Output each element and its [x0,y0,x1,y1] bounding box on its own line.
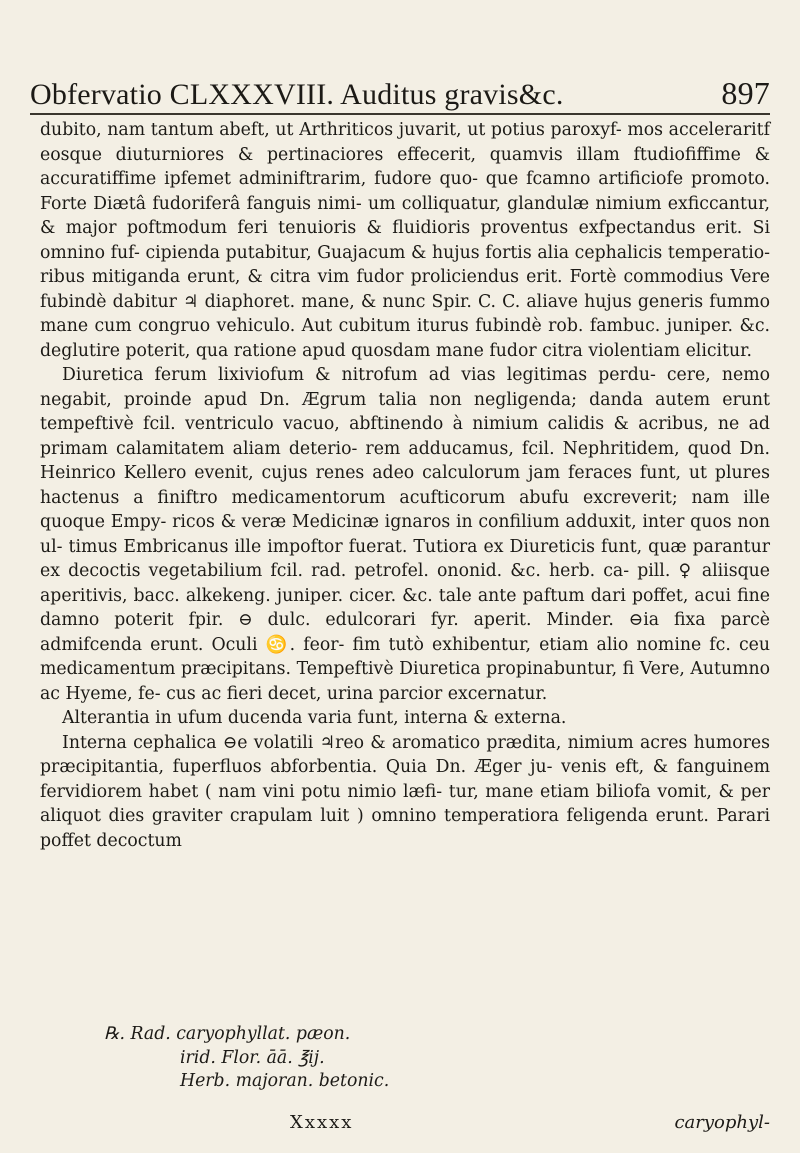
paragraph-2: Diuretica ferum lixiviofum & nitrofum ad vias legitimas perdu- cere, nemo negabit, proinde apud Dn. Ægrum talia non negligenda; danda autem erunt tempeftivè fcil. ventriculo vacuo, abftinendo à nimium calidis & acribus, ne ad primam calamitatem aliam deterio- rem adducamus, fcil. Nephritidem, quod Dn. Heinrico Kellero evenit, cujus renes adeo calculorum jam feraces funt, ut plures hactenus a finiftro medicamentorum acufticorum abufu excreverit; nam ille quoque Empy- ricos & veræ Medicinæ ignaros in confilium adduxit, inter quos non ul- timus Embricanus ille impoftor fuerat. Tutiora ex Diureticis funt, quæ parantur ex decoctis vegetabilium fcil. rad. petrofel. ononid. &c. herb. ca- pill. ♀ aliisque aperitivis, bacc. alkekeng. juniper. cicer. &c. tale ante paftum dari poffet, acui fine damno poterit fpir. ⊖ dulc. edulcorari fyr. aperit. Minder. ⊖ia fixa parcè admifcenda erunt. Oculi ♋. feor- fim tutò exhibentur, etiam alio nomine fc. ceu medicamentum præcipitans. Tempeftivè Diuretica propinabuntur, fi Vere, Autumno ac Hyeme, fe- cus ac fieri decet, urina parcior excernatur. [40,365,770,704]
header-title: Obfervatio CLXXXVIII. Auditus gravis&c. [30,78,564,111]
page-footer [40,1112,770,1140]
page-number: 897 [721,75,770,111]
recipe-line-1: ℞. Rad. caryophyllat. pæon. [104,1024,351,1044]
paragraph-3: Alterantia in ufum ducenda varia funt, interna & externa. [62,708,567,728]
recipe-line-2: irid. Flor. āā. ℥ij. [180,1047,325,1068]
body-text [40,118,770,853]
recipe-block [40,1023,770,1094]
header-rule [30,113,770,115]
recipe-line-3: Herb. majoran. betonic. [180,1071,390,1091]
signature-mark: Xxxxx [290,1112,354,1133]
running-header [30,66,770,112]
paragraph-1: dubito, nam tantum abeft, ut Arthriticos juvarit, ut potius paroxyf- mos acceleraritf eosque diuturniores & pertinaciores effecerit, quamvis illam ftudiofiffime & accuratiffime ipfemet adminiftrarim, fudore quo- que fcamno artificiofe promoto. Forte Diætâ fudoriferâ fanguis nimi- um colliquatur, glandulæ nimium exficcantur, & major poftmodum feri tenuioris & fluidioris proventus exfpectandus erit. Si omnino fuf- cipienda putabitur, Guajacum & hujus fortis alia cephalicis temperatio- ribus mitiganda erunt, & citra vim fudor proliciendus erit. Fortè commodius Vere fubindè dabitur ♃ diaphoret. mane, & nunc Spir. C. C. aliave hujus generis fummo mane cum congruo vehiculo. Aut cubitum iturus fubindè rob. fambuc. juniper. &c. deglutire poterit, qua ratione apud quosdam mane fudor citra violentiam elicitur. [40,120,770,361]
catchword: caryophyl- [674,1112,770,1133]
paragraph-4: Interna cephalica ⊖e volatili ♃reo & aromatico prædita, nimium acres humores præcipitantia, fuperfluos abforbentia. Quia Dn. Æger ju- venis eft, & fanguinem fervidiorem habet ( nam vini potu nimio læfi- tur, mane etiam biliofa vomit, & per aliquot dies graviter crapulam luit ) omnino temperatiora feligenda erunt. Parari poffet decoctum [40,732,770,851]
